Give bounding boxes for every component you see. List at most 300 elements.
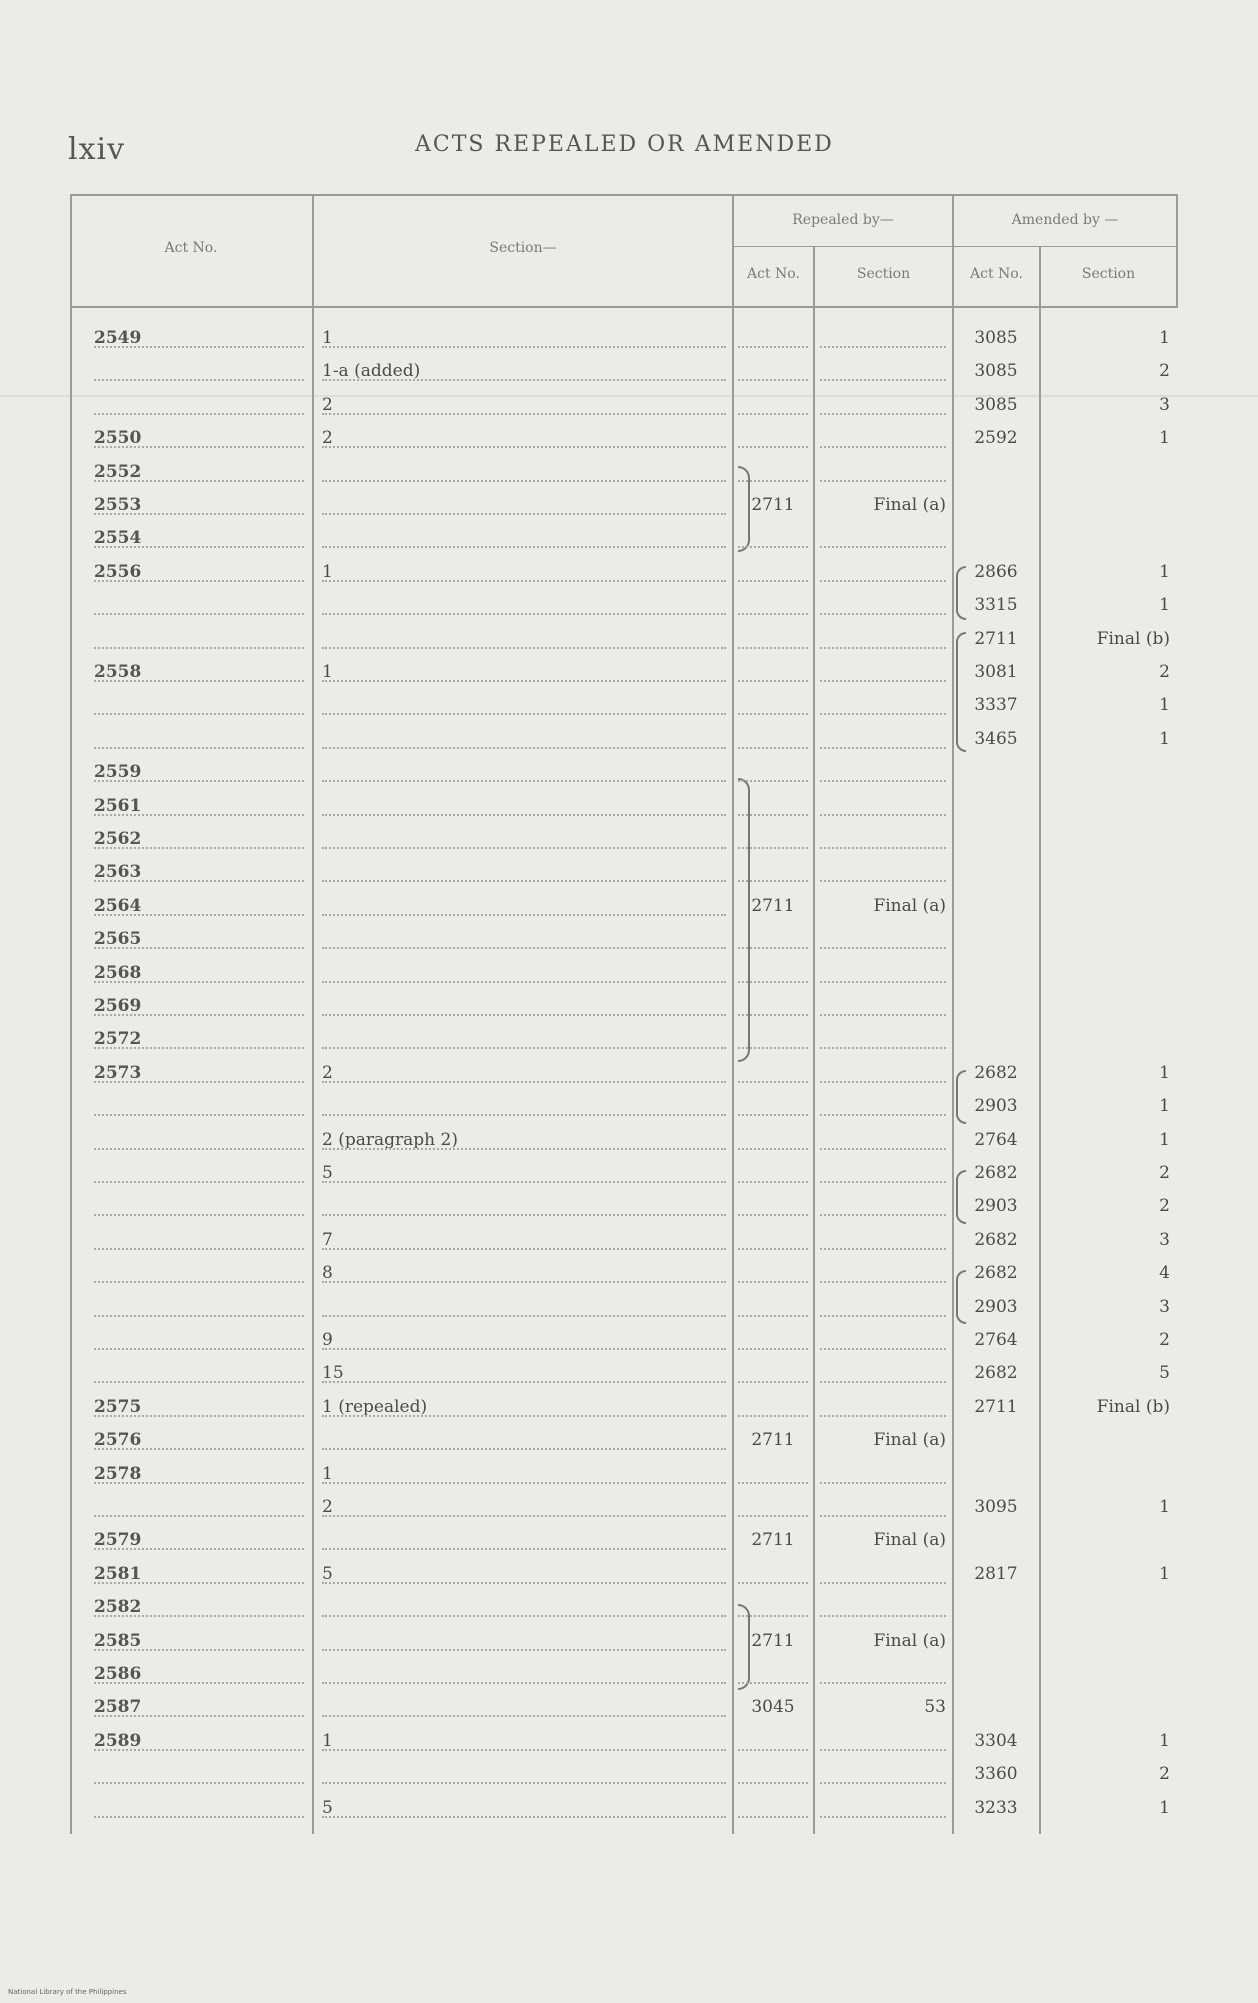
act-number-cell: 2573 <box>94 1057 304 1083</box>
act-number-cell <box>94 723 304 749</box>
section-cell <box>322 1023 726 1049</box>
table-row <box>70 1691 1178 1724</box>
amended-act-cell: 2682 <box>974 1363 1018 1384</box>
repealed-section-cell <box>820 990 946 1016</box>
amended-act-cell: 2682 <box>974 1263 1018 1284</box>
table-row <box>70 723 1178 756</box>
repealed-section-cell <box>820 1758 946 1784</box>
header-repealed-act-no: Act No. <box>747 266 800 282</box>
table-row <box>70 823 1178 856</box>
header-act-no: Act No. <box>164 240 218 256</box>
amended-section-cell: 2 <box>1159 662 1170 682</box>
section-cell <box>322 1691 726 1717</box>
repealed-act-cell <box>738 689 808 715</box>
amended-act-cell <box>958 990 1034 1023</box>
act-number-cell <box>94 1157 304 1183</box>
table-row <box>70 756 1178 789</box>
act-number-cell: 2559 <box>94 756 304 782</box>
section-cell <box>322 1190 726 1216</box>
repealed-section-cell <box>820 422 946 448</box>
table-row <box>70 556 1178 589</box>
amended-act-cell: 3337 <box>974 695 1018 716</box>
repealed-act-cell <box>738 756 808 782</box>
amended-act-cell <box>958 522 1034 555</box>
repealed-section-cell <box>820 1591 946 1617</box>
amended-act-cell: 2764 <box>974 1129 1018 1150</box>
repealed-act-cell <box>738 389 808 415</box>
table-row <box>70 890 1178 923</box>
section-cell <box>322 1424 726 1450</box>
act-number-cell: 2564 <box>94 890 304 916</box>
amended-act-cell: 3081 <box>974 662 1018 682</box>
act-number-cell: 2549 <box>94 322 304 348</box>
repealed-act-cell <box>738 656 808 682</box>
table-row <box>70 1758 1178 1791</box>
amended-section-cell: 1 <box>1159 1096 1170 1117</box>
repealed-act-cell <box>738 1658 808 1684</box>
amended-section-cell: 2 <box>1159 1764 1170 1785</box>
section-cell: 5 <box>322 1157 726 1183</box>
table-right-rule <box>1176 194 1178 306</box>
amended-act-cell: 3315 <box>974 595 1018 616</box>
table-row <box>70 1558 1178 1591</box>
amended-section-cell: 2 <box>1159 361 1170 382</box>
act-number-cell: 2554 <box>94 522 304 548</box>
table-row <box>70 623 1178 656</box>
repealed-section-cell: Final (a) <box>873 895 946 916</box>
act-number-cell: 2569 <box>94 990 304 1016</box>
repealed-section-cell <box>820 1257 946 1283</box>
repealed-act-cell <box>738 1324 808 1350</box>
act-number-cell: 2553 <box>94 489 304 515</box>
amended-act-cell <box>958 1625 1034 1658</box>
amended-section-cell <box>1044 756 1170 789</box>
amended-section-cell <box>1044 890 1170 923</box>
repealed-act-cell <box>738 1090 808 1116</box>
repealed-section-cell <box>820 1558 946 1584</box>
act-number-cell: 2572 <box>94 1023 304 1049</box>
table-row <box>70 1124 1178 1157</box>
amended-section-cell <box>1044 1023 1170 1056</box>
amended-section-cell <box>1044 456 1170 489</box>
act-number-cell <box>94 689 304 715</box>
table-row <box>70 1190 1178 1223</box>
act-number-cell: 2585 <box>94 1625 304 1651</box>
act-number-cell <box>94 1357 304 1383</box>
repealed-section-cell <box>820 957 946 983</box>
repealed-section-cell <box>820 656 946 682</box>
amended-section-cell: 1 <box>1159 1497 1170 1517</box>
repealed-act-cell <box>738 422 808 448</box>
amended-act-cell <box>958 856 1034 889</box>
repealed-act-cell <box>738 589 808 615</box>
amended-section-cell: 3 <box>1159 1229 1170 1250</box>
section-cell: 5 <box>322 1558 726 1584</box>
repealed-act-cell <box>738 1057 808 1083</box>
act-number-cell: 2556 <box>94 556 304 582</box>
repealed-act-cell: 2711 <box>751 495 795 515</box>
amended-act-cell: 2682 <box>974 1163 1018 1183</box>
amended-act-cell: 2711 <box>974 1396 1018 1417</box>
amended-section-cell: 3 <box>1159 1296 1170 1317</box>
amended-act-cell <box>958 1424 1034 1457</box>
section-cell <box>322 1090 726 1116</box>
table-row <box>70 1157 1178 1190</box>
amended-act-cell <box>958 823 1034 856</box>
repealed-section-cell <box>820 556 946 582</box>
act-number-cell: 2558 <box>94 656 304 682</box>
page-title: ACTS REPEALED OR AMENDED <box>415 132 834 157</box>
repealed-act-cell: 2711 <box>751 1530 795 1551</box>
header-repealed-section: Section <box>856 266 911 282</box>
repealed-act-cell <box>738 1558 808 1584</box>
amended-act-cell: 2592 <box>974 428 1018 449</box>
amended-section-cell: 1 <box>1159 1129 1170 1150</box>
repealed-section-cell <box>820 1124 946 1150</box>
repealed-act-cell <box>738 322 808 348</box>
repealed-act-cell <box>738 1224 808 1250</box>
act-number-cell: 2582 <box>94 1591 304 1617</box>
repealed-section-cell: Final (a) <box>873 1530 946 1551</box>
amended-section-cell <box>1044 1591 1170 1624</box>
repealed-section-cell <box>820 823 946 849</box>
amended-act-cell: 3465 <box>974 728 1018 749</box>
repealed-act-cell <box>738 923 808 949</box>
table-top-rule <box>70 194 1178 196</box>
repealed-section-cell <box>820 1391 946 1417</box>
section-cell: 1 <box>322 1458 726 1484</box>
repealed-act-cell <box>738 1725 808 1751</box>
amended-section-cell: 1 <box>1159 1563 1170 1584</box>
repealed-act-cell <box>738 1458 808 1484</box>
section-cell <box>322 723 726 749</box>
table-row <box>70 522 1178 555</box>
repealed-section-cell <box>820 790 946 816</box>
repealed-section-cell: Final (a) <box>873 1630 946 1651</box>
header-bottom-rule <box>70 306 1178 308</box>
section-cell: 9 <box>322 1324 726 1350</box>
section-cell <box>322 1625 726 1651</box>
amended-act-cell: 3085 <box>974 328 1018 348</box>
repealed-act-cell: 3045 <box>751 1697 795 1718</box>
act-number-cell: 2589 <box>94 1725 304 1751</box>
repealed-act-cell <box>738 1291 808 1317</box>
amended-act-cell: 3360 <box>974 1764 1018 1785</box>
table-row <box>70 322 1178 355</box>
repealed-section-cell <box>820 689 946 715</box>
amended-section-cell <box>1044 790 1170 823</box>
table-row <box>70 422 1178 455</box>
table-row <box>70 957 1178 990</box>
amended-act-cell: 3085 <box>974 361 1018 382</box>
table-row <box>70 1391 1178 1424</box>
repealed-act-cell <box>738 1190 808 1216</box>
table-row <box>70 1725 1178 1758</box>
amended-act-cell <box>958 489 1034 522</box>
table-row <box>70 923 1178 956</box>
amended-section-cell <box>1044 856 1170 889</box>
section-cell <box>322 890 726 916</box>
section-cell <box>322 1758 726 1784</box>
repealed-act-cell <box>738 522 808 548</box>
repealed-act-cell <box>738 1591 808 1617</box>
amended-act-cell <box>958 890 1034 923</box>
section-cell: 1 <box>322 556 726 582</box>
act-number-cell: 2565 <box>94 923 304 949</box>
section-cell <box>322 756 726 782</box>
header-amended-by: Amended by — <box>1011 212 1119 228</box>
section-cell: 2 <box>322 422 726 448</box>
amended-section-cell <box>1044 823 1170 856</box>
act-number-cell <box>94 589 304 615</box>
section-cell <box>322 957 726 983</box>
repealed-section-cell <box>820 1725 946 1751</box>
table-row <box>70 1491 1178 1524</box>
act-number-cell: 2561 <box>94 790 304 816</box>
amended-section-cell: Final (b) <box>1096 628 1170 649</box>
repealed-section-cell <box>820 1224 946 1250</box>
act-number-cell <box>94 355 304 381</box>
amended-section-cell: 1 <box>1159 428 1170 449</box>
amended-section-cell: 1 <box>1159 328 1170 348</box>
repealed-act-cell <box>738 456 808 482</box>
repealed-act-cell <box>738 1124 808 1150</box>
repealed-act-cell: 2711 <box>751 1430 795 1451</box>
section-cell: 1 (repealed) <box>322 1391 726 1417</box>
repealed-act-cell <box>738 957 808 983</box>
amended-act-cell: 2682 <box>974 1229 1018 1250</box>
act-number-cell: 2586 <box>94 1658 304 1684</box>
table-row <box>70 1057 1178 1090</box>
act-number-cell <box>94 1758 304 1784</box>
table-row <box>70 1658 1178 1691</box>
table-row <box>70 389 1178 422</box>
amended-act-cell <box>958 957 1034 990</box>
repealed-section-cell: Final (a) <box>873 1430 946 1451</box>
section-cell <box>322 623 726 649</box>
repealed-act-cell <box>738 1391 808 1417</box>
amended-section-cell: 1 <box>1159 728 1170 749</box>
table-row <box>70 790 1178 823</box>
table-row <box>70 1224 1178 1257</box>
section-cell <box>322 1291 726 1317</box>
table-row <box>70 456 1178 489</box>
repealed-act-cell <box>738 1023 808 1049</box>
repealed-section-cell <box>820 1157 946 1183</box>
amended-section-cell: 4 <box>1159 1263 1170 1284</box>
header-repealed-by: Repealed by— <box>792 212 894 228</box>
amended-section-cell <box>1044 957 1170 990</box>
repealed-act-cell <box>738 1357 808 1383</box>
section-cell <box>322 489 726 515</box>
amended-act-cell: 2764 <box>974 1330 1018 1350</box>
act-number-cell: 2552 <box>94 456 304 482</box>
amended-act-cell: 3085 <box>974 394 1018 415</box>
act-number-cell: 2576 <box>94 1424 304 1450</box>
section-cell: 2 <box>322 1057 726 1083</box>
page-number: lxiv <box>68 132 126 167</box>
repealed-section-cell <box>820 589 946 615</box>
amended-act-cell <box>958 1524 1034 1557</box>
repealed-section-cell <box>820 923 946 949</box>
amended-section-cell <box>1044 990 1170 1023</box>
act-number-cell: 2575 <box>94 1391 304 1417</box>
amended-section-cell <box>1044 1424 1170 1457</box>
repealed-section-cell <box>820 1190 946 1216</box>
repealed-section-cell <box>820 856 946 882</box>
amended-act-cell: 2817 <box>974 1563 1018 1584</box>
section-cell <box>322 689 726 715</box>
section-cell <box>322 856 726 882</box>
section-cell: 1-a (added) <box>322 355 726 381</box>
repealed-section-cell <box>820 1023 946 1049</box>
repealed-section-cell <box>820 522 946 548</box>
repealed-act-cell: 2711 <box>751 895 795 916</box>
repealed-section-cell <box>820 355 946 381</box>
act-number-cell: 2568 <box>94 957 304 983</box>
table-row <box>70 689 1178 722</box>
table-row <box>70 1357 1178 1390</box>
amended-act-cell: 2866 <box>974 561 1018 582</box>
amended-act-cell <box>958 790 1034 823</box>
repealed-act-cell <box>738 623 808 649</box>
repealed-section-cell <box>820 723 946 749</box>
section-cell <box>322 923 726 949</box>
act-number-cell: 2587 <box>94 1691 304 1717</box>
section-cell: 15 <box>322 1357 726 1383</box>
act-number-cell <box>94 1491 304 1517</box>
section-cell: 2 <box>322 389 726 415</box>
amended-section-cell <box>1044 1658 1170 1691</box>
section-cell <box>322 1591 726 1617</box>
amended-section-cell <box>1044 923 1170 956</box>
section-cell <box>322 990 726 1016</box>
repealed-section-cell: 53 <box>924 1697 946 1718</box>
act-number-cell <box>94 1291 304 1317</box>
acts-table <box>70 194 1178 1834</box>
table-row <box>70 489 1178 522</box>
act-number-cell <box>94 1224 304 1250</box>
repealed-act-cell <box>738 1157 808 1183</box>
amended-section-cell <box>1044 1625 1170 1658</box>
repealed-section-cell <box>820 1324 946 1350</box>
amended-section-cell: 1 <box>1159 1797 1170 1818</box>
amended-act-cell <box>958 456 1034 489</box>
repealed-section-cell <box>820 1458 946 1484</box>
amended-act-cell: 3095 <box>974 1497 1018 1517</box>
act-number-cell: 2562 <box>94 823 304 849</box>
act-number-cell <box>94 1324 304 1350</box>
repealed-act-cell <box>738 1758 808 1784</box>
amended-section-cell: 1 <box>1159 561 1170 582</box>
act-number-cell: 2550 <box>94 422 304 448</box>
amended-act-cell <box>958 1591 1034 1624</box>
table-row <box>70 1792 1178 1825</box>
table-row <box>70 589 1178 622</box>
repealed-section-cell <box>820 389 946 415</box>
act-number-cell: 2563 <box>94 856 304 882</box>
repealed-act-cell <box>738 790 808 816</box>
section-cell <box>322 823 726 849</box>
table-row <box>70 1591 1178 1624</box>
repealed-act-cell <box>738 556 808 582</box>
act-number-cell <box>94 1124 304 1150</box>
repealed-act-cell <box>738 723 808 749</box>
table-row <box>70 856 1178 889</box>
amended-section-cell <box>1044 489 1170 522</box>
amended-section-cell: 2 <box>1159 1196 1170 1217</box>
section-cell: 1 <box>322 656 726 682</box>
section-cell: 5 <box>322 1792 726 1818</box>
table-row <box>70 1257 1178 1290</box>
repealed-section-cell <box>820 623 946 649</box>
table-row <box>70 990 1178 1023</box>
section-cell: 1 <box>322 1725 726 1751</box>
table-row <box>70 1424 1178 1457</box>
act-number-cell: 2578 <box>94 1458 304 1484</box>
section-cell <box>322 1658 726 1684</box>
table-row <box>70 1458 1178 1491</box>
act-number-cell <box>94 1257 304 1283</box>
amended-act-cell: 2711 <box>974 628 1018 649</box>
act-number-cell <box>94 1090 304 1116</box>
header-amended-section: Section <box>1081 266 1136 282</box>
section-cell: 7 <box>322 1224 726 1250</box>
amended-act-cell <box>958 1023 1034 1056</box>
repealed-act-cell <box>738 1792 808 1818</box>
amended-section-cell: Final (b) <box>1096 1396 1170 1417</box>
act-number-cell <box>94 389 304 415</box>
section-cell <box>322 522 726 548</box>
repealed-act-cell <box>738 990 808 1016</box>
amended-section-cell: 5 <box>1159 1363 1170 1384</box>
section-cell: 8 <box>322 1257 726 1283</box>
amended-act-cell <box>958 1691 1034 1724</box>
act-number-cell <box>94 1190 304 1216</box>
amended-act-cell <box>958 1658 1034 1691</box>
header-section: Section— <box>489 240 557 256</box>
section-cell <box>322 456 726 482</box>
table-row <box>70 355 1178 388</box>
amended-section-cell: 1 <box>1159 1062 1170 1083</box>
table-row <box>70 1324 1178 1357</box>
amended-section-cell <box>1044 1524 1170 1557</box>
amended-section-cell: 1 <box>1159 595 1170 616</box>
repealed-section-cell <box>820 1057 946 1083</box>
subheader-rule <box>732 246 1178 247</box>
amended-section-cell: 2 <box>1159 1163 1170 1183</box>
amended-section-cell: 2 <box>1159 1330 1170 1350</box>
section-cell: 2 <box>322 1491 726 1517</box>
amended-section-cell <box>1044 522 1170 555</box>
repealed-section-cell <box>820 322 946 348</box>
section-cell: 1 <box>322 322 726 348</box>
amended-act-cell: 2903 <box>974 1296 1018 1317</box>
table-row <box>70 1291 1178 1324</box>
repealed-section-cell <box>820 1658 946 1684</box>
repealed-act-cell: 2711 <box>751 1630 795 1651</box>
table-row <box>70 1090 1178 1123</box>
repealed-section-cell <box>820 1792 946 1818</box>
amended-act-cell: 2903 <box>974 1196 1018 1217</box>
amended-act-cell <box>958 756 1034 789</box>
act-number-cell: 2581 <box>94 1558 304 1584</box>
repealed-section-cell <box>820 1090 946 1116</box>
amended-section-cell <box>1044 1691 1170 1724</box>
repealed-act-cell <box>738 1491 808 1517</box>
section-cell <box>322 1524 726 1550</box>
footer-credit: National Library of the Philippines <box>8 1988 127 1996</box>
